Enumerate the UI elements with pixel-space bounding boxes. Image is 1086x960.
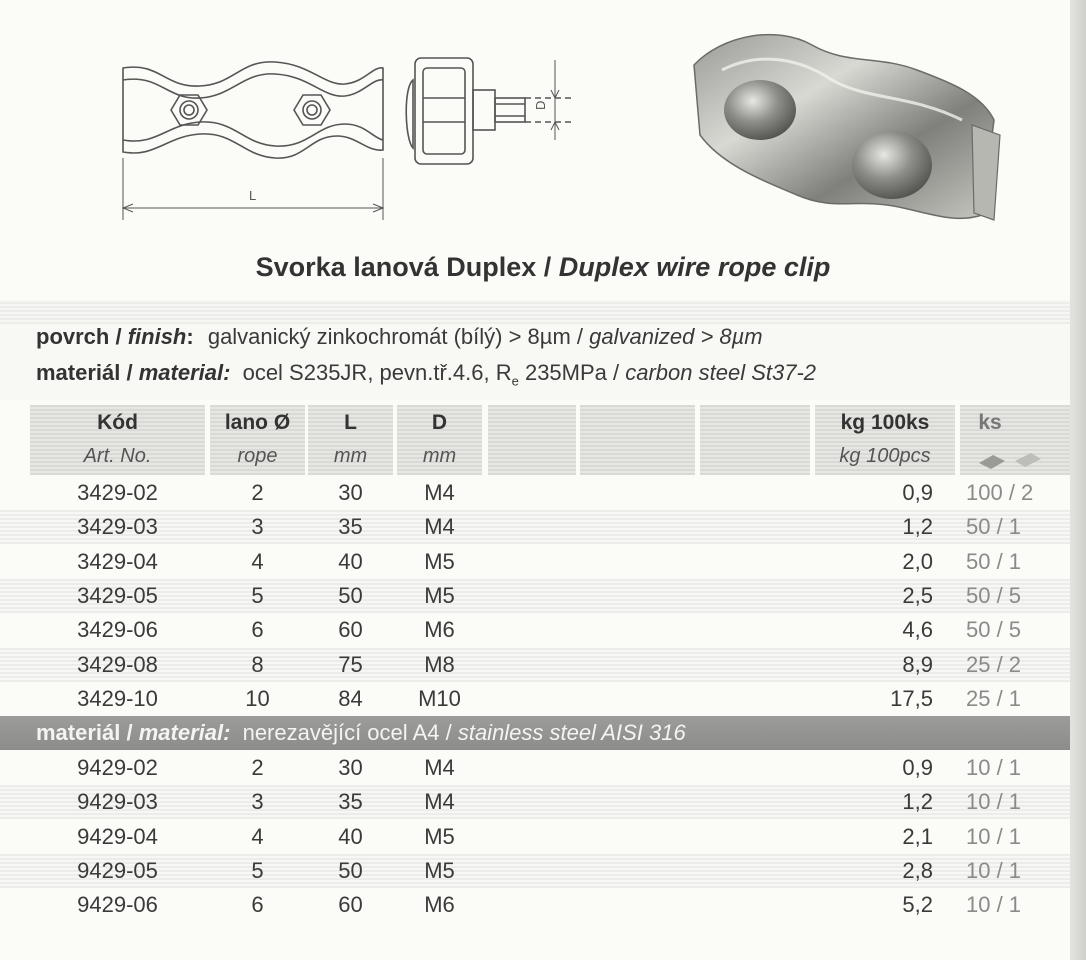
cell-length: 30 — [338, 480, 363, 505]
cell-weight: 2,0 — [902, 548, 933, 574]
cell-rope: 3 — [251, 514, 264, 540]
table-row — [0, 510, 1070, 544]
cell-code: 9429-04 — [77, 823, 158, 849]
cell-rope: 5 — [251, 857, 264, 883]
cell-code: 3429-04 — [77, 548, 158, 574]
product-title — [0, 252, 1086, 283]
table-row — [0, 888, 1070, 922]
info-band-top — [0, 300, 1070, 324]
cell-pack: 10 / 1 — [966, 755, 1022, 780]
cell-rope: 6 — [251, 892, 264, 918]
cell-length: 40 — [338, 548, 363, 574]
table-header — [0, 405, 1070, 475]
dim-diameter-label: D — [533, 100, 548, 110]
cell-pack: 100 / 2 — [966, 480, 1034, 505]
cell-pack: 10 / 1 — [966, 892, 1022, 918]
cell-pack: 50 / 1 — [966, 548, 1022, 574]
cell-rope: 2 — [251, 480, 264, 505]
finish-label-sep: / — [109, 324, 128, 349]
header-weight-sub: kg 100pcs — [839, 445, 931, 467]
cell-pack: 10 / 1 — [966, 857, 1022, 883]
material-label-en: material: — [138, 360, 231, 385]
stainless-label-en: material: — [138, 720, 231, 745]
cell-pack: 10 / 1 — [966, 789, 1022, 815]
page-edge — [1070, 0, 1086, 960]
cell-length: 60 — [338, 892, 363, 918]
pack-box-icon — [975, 449, 1045, 471]
cell-pack: 50 / 5 — [966, 617, 1022, 643]
table-row — [0, 476, 1070, 510]
table-row — [0, 648, 1070, 682]
cell-rope: 4 — [251, 823, 264, 849]
material-value-sub: e — [511, 373, 519, 389]
cell-weight: 8,9 — [902, 651, 933, 677]
cell-length: 35 — [338, 789, 363, 815]
table-row — [0, 545, 1070, 579]
cell-code: 3429-03 — [77, 514, 158, 540]
cell-pack: 25 / 2 — [966, 651, 1022, 677]
cell-length: 84 — [338, 685, 363, 711]
stainless-material-bar — [0, 716, 1070, 750]
stainless-label-cz: materiál — [36, 720, 121, 745]
cell-rope: 5 — [251, 582, 264, 608]
cell-code: 9429-06 — [77, 892, 158, 918]
cell-rope: 10 — [245, 685, 270, 711]
cell-weight: 0,9 — [902, 480, 933, 505]
finish-label-cz: povrch — [36, 324, 110, 349]
cell-code: 3429-10 — [77, 685, 158, 711]
cell-rope: 6 — [251, 617, 264, 643]
table-row — [0, 682, 1070, 716]
cell-thread: M5 — [424, 823, 455, 849]
cell-thread: M5 — [424, 857, 455, 883]
cell-weight: 0,9 — [902, 755, 933, 780]
cell-weight: 4,6 — [902, 617, 933, 643]
table-row — [0, 613, 1070, 647]
header-weight: kg 100ks — [840, 411, 930, 434]
title-cz: Svorka lanová Duplex — [255, 252, 537, 282]
material-label-cz: materiál — [36, 360, 121, 385]
title-separator: / — [536, 252, 559, 282]
material-value-en: carbon steel St37-2 — [625, 360, 817, 385]
cell-pack: 10 / 1 — [966, 823, 1022, 849]
cell-length: 35 — [338, 514, 363, 540]
cell-code: 3429-06 — [77, 617, 158, 643]
cell-weight: 1,2 — [902, 789, 933, 815]
cell-code: 3429-05 — [77, 582, 158, 608]
cell-code: 9429-02 — [77, 755, 158, 780]
dim-length-label: L — [249, 188, 257, 203]
cell-length: 50 — [338, 857, 363, 883]
table-row — [0, 785, 1070, 819]
header-pack: ks — [978, 411, 1002, 434]
cell-weight: 1,2 — [902, 514, 933, 540]
header-rope-sub: rope — [237, 445, 278, 467]
finish-colon: : — [186, 324, 194, 349]
cell-thread: M6 — [424, 892, 455, 918]
finish-label-en: finish — [127, 324, 187, 349]
technical-drawing — [105, 40, 585, 235]
material-value-cz-post: 235MPa — [518, 360, 607, 385]
cell-rope: 2 — [251, 755, 264, 780]
finish-value-cz: galvanický zinkochromát (bílý) > 8µm — [207, 324, 571, 349]
cell-length: 60 — [338, 617, 363, 643]
header-rope: lano Ø — [224, 411, 291, 434]
finish-value-en: galvanized > 8µm — [589, 324, 763, 349]
header-length-sub: mm — [333, 445, 368, 467]
title-en: Duplex wire rope clip — [558, 252, 831, 282]
cell-pack: 50 / 5 — [966, 582, 1022, 608]
table-row — [0, 820, 1070, 854]
cell-thread: M4 — [424, 789, 455, 815]
product-photo — [682, 25, 1012, 230]
cell-thread: M5 — [424, 582, 455, 608]
header-thread-sub: mm — [422, 445, 457, 467]
cell-thread: M4 — [424, 514, 455, 540]
cell-rope: 8 — [251, 651, 264, 677]
material-label-sep: / — [120, 360, 139, 385]
table-row — [0, 579, 1070, 613]
cell-weight: 2,8 — [902, 857, 933, 883]
header-code: Kód — [97, 411, 138, 434]
stainless-value-sep: / — [439, 720, 458, 745]
cell-length: 75 — [338, 651, 363, 677]
header-code-sub: Art. No. — [83, 445, 152, 467]
material-value-sep: / — [606, 360, 626, 385]
cell-rope: 4 — [251, 548, 264, 574]
cell-thread: M4 — [424, 480, 455, 505]
table-row — [0, 751, 1070, 785]
cell-thread: M4 — [424, 755, 455, 780]
cell-weight: 2,1 — [902, 823, 933, 849]
cell-pack: 50 / 1 — [966, 514, 1022, 540]
material-value-cz: ocel S235JR, pevn.tř.4.6, R — [242, 360, 512, 385]
cell-weight: 17,5 — [890, 685, 933, 711]
header-length: L — [344, 411, 357, 434]
cell-thread: M5 — [424, 548, 455, 574]
cell-code: 3429-08 — [77, 651, 158, 677]
cell-pack: 25 / 1 — [966, 685, 1022, 711]
cell-weight: 5,2 — [902, 892, 933, 918]
cell-thread: M10 — [418, 685, 461, 711]
cell-length: 40 — [338, 823, 363, 849]
finish-value-sep: / — [570, 324, 590, 349]
stainless-value-cz: nerezavějící ocel A4 — [242, 720, 440, 745]
finish-line — [36, 324, 763, 350]
cell-length: 30 — [338, 755, 363, 780]
table-row — [0, 854, 1070, 888]
cell-code: 9429-05 — [77, 857, 158, 883]
cell-thread: M6 — [424, 617, 455, 643]
cell-thread: M8 — [424, 651, 455, 677]
cell-code: 3429-02 — [77, 480, 158, 505]
cell-rope: 3 — [251, 789, 264, 815]
stainless-label-sep: / — [120, 720, 139, 745]
cell-code: 9429-03 — [77, 789, 158, 815]
cell-weight: 2,5 — [902, 582, 933, 608]
material-carbon-line — [36, 360, 816, 388]
cell-length: 50 — [338, 582, 363, 608]
stainless-value-en: stainless steel AISI 316 — [457, 720, 686, 745]
header-thread: D — [431, 411, 448, 434]
